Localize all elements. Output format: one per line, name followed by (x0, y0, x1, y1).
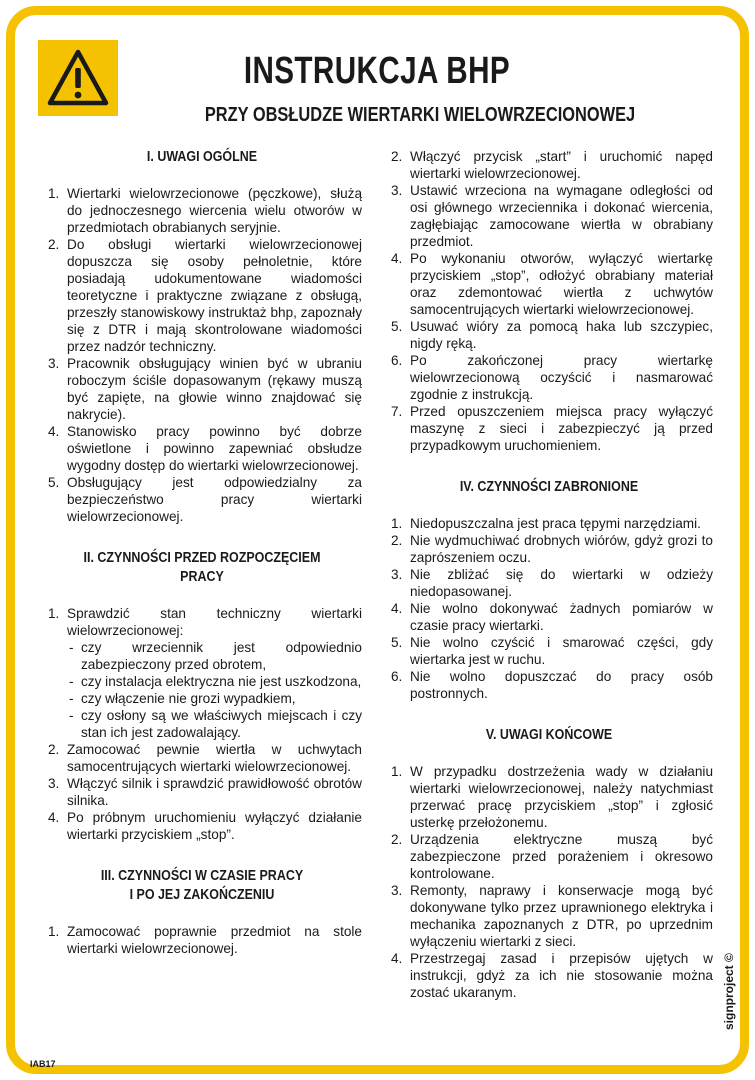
list-item: 5. Obsługujący jest odpowiedzialny za bezpieczeństwo pracy wiertarki wielowrzecionowej. (48, 475, 362, 524)
sub-list-item: - czy instalacja elektryczna nie jest uszkodzona, (67, 673, 362, 690)
list-item: 2. Zamocować pewnie wiertła w uchwytach samocentrujących wiertarki wielowrzecionowej. (48, 742, 362, 774)
list-item: 2. Do obsługi wiertarki wielowrzecionowej dopuszcza się osoby pełnoletnie, które posiadają udokumentowane wiadomości teoretyczne i praktyczne związane z obsługą, przeszły stanowiskowy instruktaż bhp, zapoznały się z DTR i mają skontrolowane wiadomości przez nadzór techniczny. (48, 237, 362, 354)
list-item: 2. Nie wydmuchiwać drobnych wiórów, gdyż grozi to zaprószeniem oczu. (391, 533, 713, 565)
during-work-list-right (385, 148, 713, 454)
list-item: 4. Po wykonaniu otworów, wyłączyć wiertarkę przyciskiem „stop”, odłożyć obrabiany materiał oraz zdemontować wiertła z uchwytów samocentrujących wiertarki wielowrzecionowej. (391, 251, 713, 317)
list-item: 5. Usuwać wióry za pomocą haka lub szczypiec, nigdy ręką. (391, 319, 713, 351)
general-list (42, 185, 362, 525)
list-item: 3. Nie zbliżać się do wiertarki w odzieży niedopasowanej. (391, 567, 713, 599)
list-item: 2. Włączyć przycisk „start” i uruchomić napęd wiertarki wielowrzecionowej. (391, 149, 713, 181)
list-item: 1. W przypadku dostrzeżenia wady w działaniu wiertarki wielowrzecionowej, należy natychmiast przerwać pracę przyciskiem „stop” i zgłosić usterkę przełożonemu. (391, 764, 713, 830)
section-title-prohibited: IV. CZYNNOŚCI ZABRONIONE (459, 479, 639, 495)
list-item: 2. Urządzenia elektryczne muszą być zabezpieczone przed porażeniem i okresowo kontrolowane. (391, 832, 713, 881)
list-item: 3. Remonty, naprawy i konserwacje mogą być dokonywane tylko przez uprawnionego elektryka i mechanika zapoznanych z DTR, po uprzednim wyłączeniu wiertarki z sieci. (391, 883, 713, 949)
list-item: 6. Po zakończonej pracy wiertarkę wielowrzecionową oczyścić i nasmarować zgodnie z instrukcją. (391, 353, 713, 402)
right-column (385, 148, 713, 1001)
list-item: 4. Przestrzegaj zasad i przepisów ujętych w instrukcji, gdyż za ich nie stosowanie można zostać ukaranym. (391, 951, 713, 1000)
list-item: 3. Ustawić wrzeciona na wymagane odległości od osi głównego wrzeciennika i dokonać wiercenia, zagłębiając zamocowane wiertła w obrabiany przedmiot. (391, 183, 713, 249)
list-item: 3. Włączyć silnik i sprawdzić prawidłowość obrotów silnika. (48, 776, 362, 808)
list-item: 5. Nie wolno czyścić i smarować części, gdy wiertarka jest w ruchu. (391, 635, 713, 667)
section-title-line: III. CZYNNOŚCI W CZASIE PRACY (100, 868, 304, 884)
list-item: 6. Nie wolno dopuszczać do pracy osób postronnych. (391, 669, 713, 701)
page-title: INSTRUKCJA BHP (243, 50, 511, 92)
left-column (42, 148, 362, 957)
sub-list (67, 639, 362, 741)
list-item: 1. Wiertarki wielowrzecionowe (pęczkowe), służą do jednoczesnego wiercenia wielu otworów w przedmiotach obrabianych seryjnie. (48, 186, 362, 235)
list-item: 4. Nie wolno dokonywać żadnych pomiarów w czasie pracy wiertarki. (391, 601, 713, 633)
sub-list-item: - czy włączenie nie grozi wypadkiem, (67, 690, 362, 707)
list-item: 1. Niedopuszczalna jest praca tępymi narzędziami. (391, 516, 701, 531)
page-subtitle: PRZY OBSŁUDZE WIERTARKI WIELOWRZECIONOWEJ (204, 104, 636, 126)
before-work-list (42, 605, 362, 843)
list-item: 7. Przed opuszczeniem miejsca pracy wyłączyć maszynę z sieci i zabezpieczyć ją przed przypadkowym uruchomieniem. (391, 404, 713, 453)
final-notes-list (385, 763, 713, 1001)
list-item: 3. Pracownik obsługujący winien być w ubraniu roboczym ściśle dopasowanym (rękawy muszą być zapięte, na głowie winno znajdować się nakrycie). (48, 356, 362, 422)
list-item: 1. Zamocować poprawnie przedmiot na stole wiertarki wielowrzecionowej. (48, 924, 362, 956)
product-code: IAB17 (30, 1059, 56, 1069)
section-title-before-work: II. CZYNNOŚCI PRZED ROZPOCZĘCIEM PRACY (83, 550, 321, 585)
section-title-line: I PO JEJ ZAKOŃCZENIU (129, 887, 275, 903)
during-work-list-left (42, 923, 362, 957)
section-title-final-notes: V. UWAGI KOŃCOWE (485, 727, 613, 743)
list-item: 4. Stanowisko pracy powinno być dobrze oświetlone i powinno zapewniać obsłudze wygodny dostęp do wiertarki wielowrzecionowej. (48, 424, 362, 473)
prohibited-list (385, 515, 713, 702)
section-title-general: I. UWAGI OGÓLNE (146, 149, 258, 165)
list-item: 4. Po próbnym uruchomieniu wyłączyć działanie wiertarki przyciskiem „stop”. (48, 810, 362, 842)
sub-list-item: - czy osłony są we właściwych miejscach i czy stan ich jest zadowalający. (67, 707, 362, 741)
list-item: 1. Sprawdzić stan techniczny wiertarki wielowrzecionowej: - czy wrzeciennik jest odpowiednio zabezpieczony przed obrotem, - czy instalacja elektryczna nie jest uszkodzona, - czy włączenie nie grozi wypadkiem, - czy osłony są we właściwych miejscach i czy stan ich jest zadowalający. (42, 605, 362, 741)
sub-list-item: - czy wrzeciennik jest odpowiednio zabezpieczony przed obrotem, (67, 639, 362, 673)
section-title-during-work (64, 867, 339, 905)
brand-mark: signproject © (722, 953, 736, 1030)
